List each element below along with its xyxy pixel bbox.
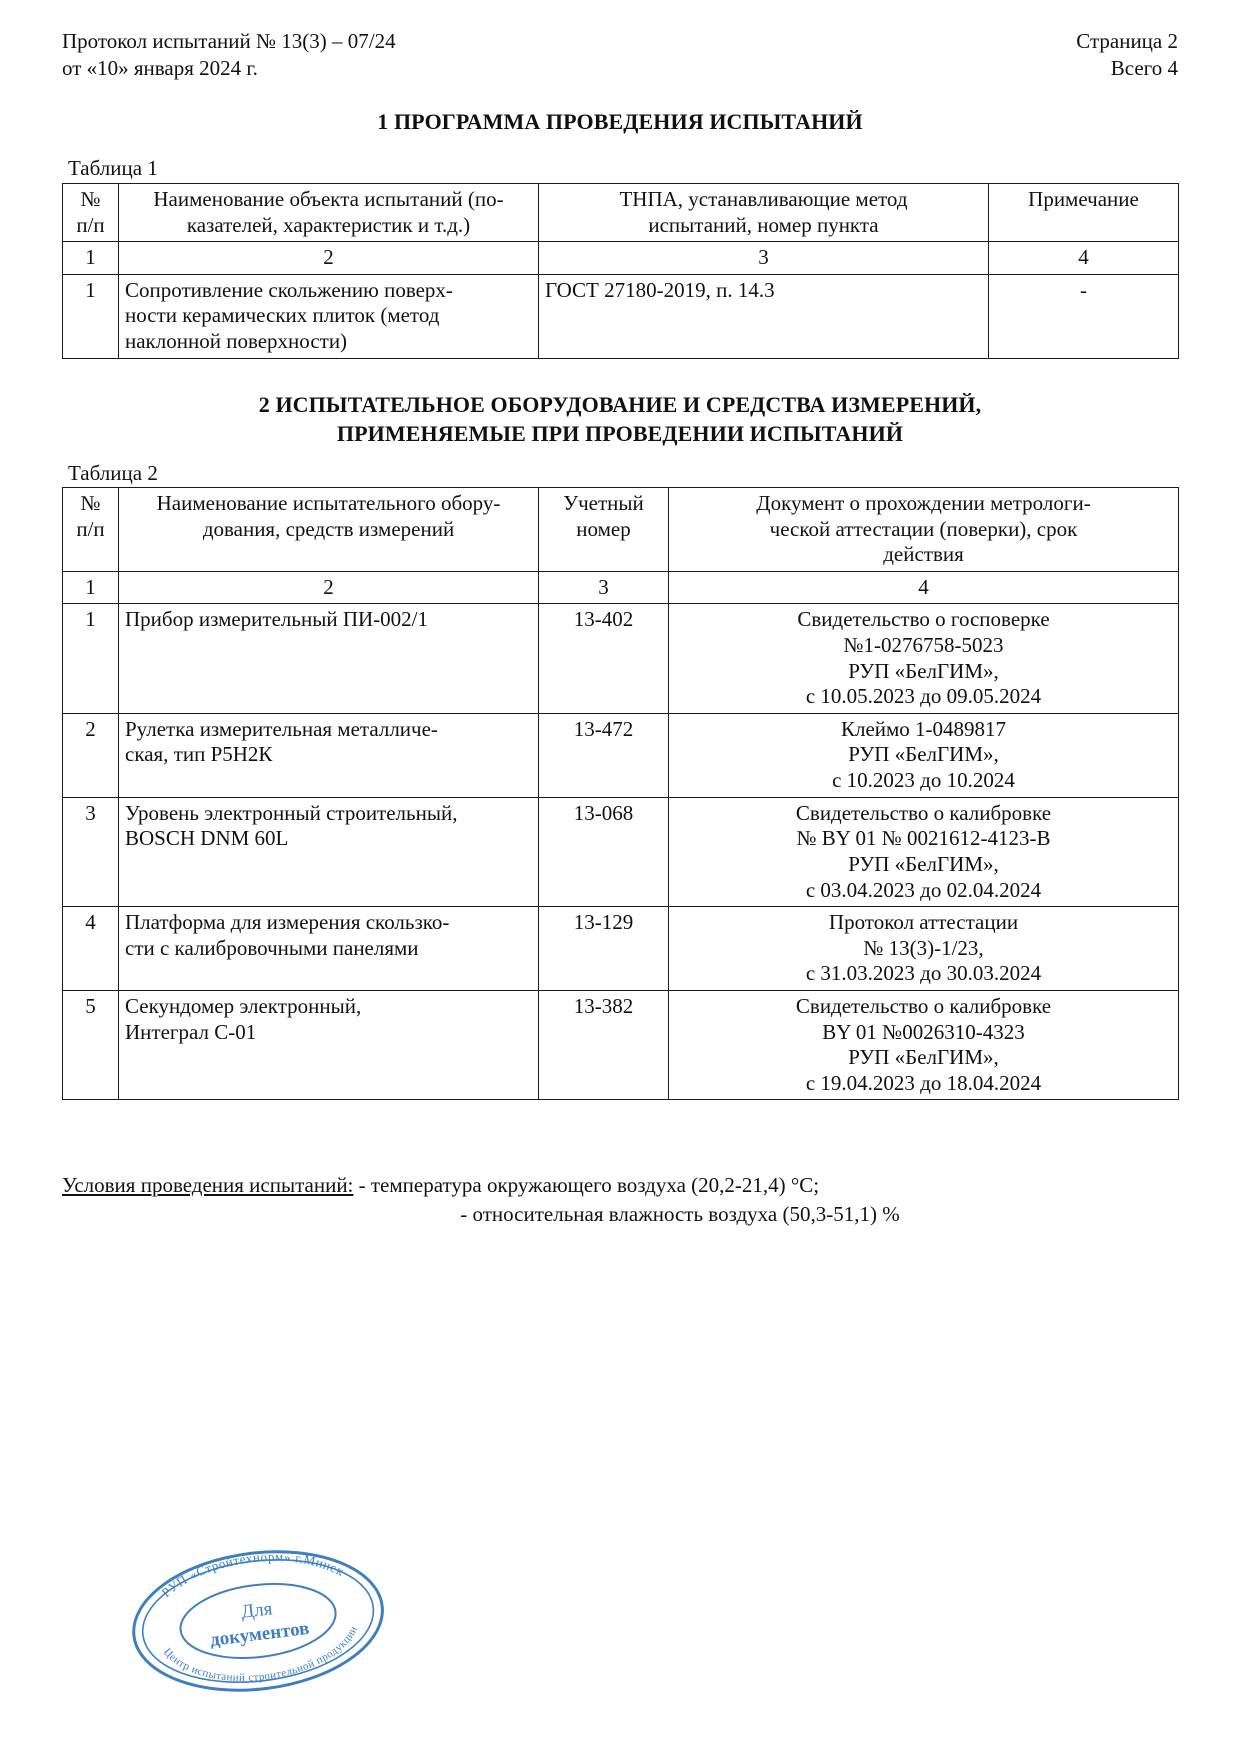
table-row <box>63 990 1179 1099</box>
th-metrology-doc <box>669 488 1179 572</box>
row-method: ГОСТ 27180-2019, п. 14.3 <box>539 274 989 358</box>
official-stamp <box>120 1533 396 1709</box>
th-method <box>539 184 989 242</box>
th-note: Примечание <box>989 184 1179 242</box>
col-index-4: 4 <box>669 571 1179 604</box>
th-method-line1: ТНПА, устанавливающие метод <box>619 187 908 211</box>
col-index-1: 1 <box>63 242 119 275</box>
row-object-line2: ности керамических плиток (метод <box>125 303 440 328</box>
row-metrology-doc <box>669 713 1179 797</box>
doc-line-4: с 10.05.2023 до 09.05.2024 <box>805 684 1042 709</box>
row-equipment-name-line1: Платформа для измерения скользко- <box>125 910 450 935</box>
row-reg-number: 13-068 <box>539 797 669 906</box>
table-row <box>63 274 1179 358</box>
row-equipment-name-line2: BOSCH DNM 60L <box>125 826 289 851</box>
th-number-line1: № <box>80 491 101 515</box>
th-object-line2: казателей, характеристик и т.д.) <box>186 212 471 237</box>
doc-line-1: Свидетельство о госповерке <box>797 607 1050 632</box>
table-1-caption: Таблица 1 <box>68 156 158 180</box>
section-1-title: 1 ПРОГРАММА ПРОВЕДЕНИЯ ИСПЫТАНИЙ <box>377 109 863 134</box>
row-reg-number: 13-382 <box>539 990 669 1099</box>
svg-text:Центр испытаний строительной п: Центр испытаний строительной продукции <box>161 1624 361 1684</box>
row-object-line1: Сопротивление скольжению поверх- <box>125 277 453 302</box>
row-equipment-name-line2: ская, тип Р5Н2К <box>125 742 273 767</box>
th-number <box>63 184 119 242</box>
protocol-number: Протокол испытаний № 13(3) – 07/24 <box>62 29 396 53</box>
header-left <box>62 28 396 83</box>
doc-line-3: РУП «БелГИМ», <box>848 658 999 683</box>
th-method-line2: испытаний, номер пункта <box>648 212 879 237</box>
row-reg-number: 13-129 <box>539 907 669 991</box>
table-row <box>63 604 1179 713</box>
section-2-title-line1: 2 ИСПЫТАТЕЛЬНОЕ ОБОРУДОВАНИЕ И СРЕДСТВА ИЗМЕРЕНИЙ, <box>258 392 982 417</box>
th-metrology-doc-line2: ческой аттестации (поверки), срок <box>769 516 1078 541</box>
th-number-line2: п/п <box>76 516 105 541</box>
col-index-2: 2 <box>119 571 539 604</box>
svg-text:РУП «Стройтехнорм» г.Минск: РУП «Стройтехнорм» г.Минск <box>158 1548 348 1601</box>
row-equipment-name-line1: Прибор измерительный ПИ-002/1 <box>125 607 428 632</box>
th-equipment-name-line1: Наименование испытательного обору- <box>156 491 501 515</box>
table-row <box>63 797 1179 906</box>
row-number: 1 <box>63 274 119 358</box>
section-2-title-line2: ПРИМЕНЯЕМЫЕ ПРИ ПРОВЕДЕНИИ ИСПЫТАНИЙ <box>336 421 904 447</box>
doc-line-2: РУП «БелГИМ», <box>848 742 999 767</box>
page-number: Страница 2 <box>1076 29 1178 53</box>
doc-line-3: с 31.03.2023 до 30.03.2024 <box>805 961 1042 986</box>
row-reg-number: 13-472 <box>539 713 669 797</box>
doc-line-4: с 03.04.2023 до 02.04.2024 <box>805 877 1042 902</box>
doc-line-1: Протокол аттестации <box>828 910 1019 935</box>
doc-line-2: № BY 01 № 0021612-4123-В <box>796 826 1051 851</box>
row-number: 5 <box>63 990 119 1099</box>
table-row <box>63 713 1179 797</box>
doc-line-3: с 10.2023 до 10.2024 <box>832 768 1015 793</box>
th-number-line2: п/п <box>76 212 105 237</box>
section-2-title <box>0 390 1240 448</box>
row-number: 1 <box>63 604 119 713</box>
row-equipment-name-line1: Рулетка измерительная металличе- <box>125 716 438 741</box>
row-equipment-name <box>119 990 539 1099</box>
doc-line-2: BY 01 №0026310-4323 <box>822 1019 1025 1044</box>
row-equipment-name-line1: Уровень электронный строительный, <box>125 800 458 825</box>
th-reg-number-line1: Учетный <box>563 491 644 515</box>
th-equipment-name-line2: дования, средств измерений <box>202 516 455 541</box>
col-index-3: 3 <box>539 571 669 604</box>
row-metrology-doc <box>669 604 1179 713</box>
th-metrology-doc-line3: действия <box>883 542 964 567</box>
table-header-row <box>63 184 1179 242</box>
row-metrology-doc <box>669 907 1179 991</box>
doc-line-3: РУП «БелГИМ», <box>848 1045 999 1070</box>
th-reg-number-line2: номер <box>576 516 631 541</box>
th-object <box>119 184 539 242</box>
row-note: - <box>989 274 1179 358</box>
header-right <box>1076 28 1178 83</box>
th-reg-number <box>539 488 669 572</box>
th-number-line1: № <box>80 187 101 211</box>
program-table <box>62 183 1179 359</box>
row-equipment-name <box>119 604 539 713</box>
page-total: Всего 4 <box>1110 56 1178 81</box>
col-index-3: 3 <box>539 242 989 275</box>
table-2-caption: Таблица 2 <box>68 461 158 485</box>
row-number: 4 <box>63 907 119 991</box>
row-number: 3 <box>63 797 119 906</box>
table-header-row <box>63 488 1179 572</box>
doc-line-1: Свидетельство о калибровке <box>795 800 1052 825</box>
col-index-4: 4 <box>989 242 1179 275</box>
row-number: 2 <box>63 713 119 797</box>
doc-line-4: с 19.04.2023 до 18.04.2024 <box>805 1070 1042 1095</box>
svg-text:Для: Для <box>240 1598 274 1623</box>
test-conditions-humidity: - относительная влажность воздуха (50,3-51,1) % <box>460 1202 900 1227</box>
row-equipment-name-line2: Интеграл С-01 <box>125 1019 257 1044</box>
svg-text:документов: документов <box>208 1617 311 1651</box>
th-object-line1: Наименование объекта испытаний (по- <box>153 187 504 211</box>
row-equipment-name-line2: сти с калибровочными панелями <box>125 935 419 960</box>
th-number <box>63 488 119 572</box>
test-conditions <box>62 1172 1178 1229</box>
th-equipment-name <box>119 488 539 572</box>
row-reg-number: 13-402 <box>539 604 669 713</box>
doc-line-2: №1-0276758-5023 <box>843 633 1004 658</box>
test-conditions-temperature: - температура окружающего воздуха (20,2-21,4) °С; <box>353 1173 820 1197</box>
doc-line-1: Свидетельство о калибровке <box>795 993 1052 1018</box>
row-object <box>119 274 539 358</box>
test-conditions-line1 <box>62 1172 1178 1199</box>
row-equipment-name-line1: Секундомер электронный, <box>125 993 362 1018</box>
th-metrology-doc-line1: Документ о прохождении метрологи- <box>756 491 1091 515</box>
row-equipment-name <box>119 713 539 797</box>
table-numbering-row <box>63 571 1179 604</box>
protocol-date: от «10» января 2024 г. <box>62 56 258 81</box>
doc-line-1: Клеймо 1-0489817 <box>840 716 1007 741</box>
row-metrology-doc <box>669 797 1179 906</box>
doc-line-3: РУП «БелГИМ», <box>848 851 999 876</box>
col-index-1: 1 <box>63 571 119 604</box>
col-index-2: 2 <box>119 242 539 275</box>
test-conditions-label: Условия проведения испытаний: <box>62 1173 354 1197</box>
equipment-table <box>62 487 1179 1100</box>
table-numbering-row <box>63 242 1179 275</box>
row-equipment-name <box>119 797 539 906</box>
row-object-line3: наклонной поверхности) <box>125 329 348 354</box>
row-equipment-name <box>119 907 539 991</box>
page-header <box>62 28 1178 83</box>
table-row <box>63 907 1179 991</box>
row-metrology-doc <box>669 990 1179 1099</box>
doc-line-2: № 13(3)-1/23, <box>863 935 984 960</box>
